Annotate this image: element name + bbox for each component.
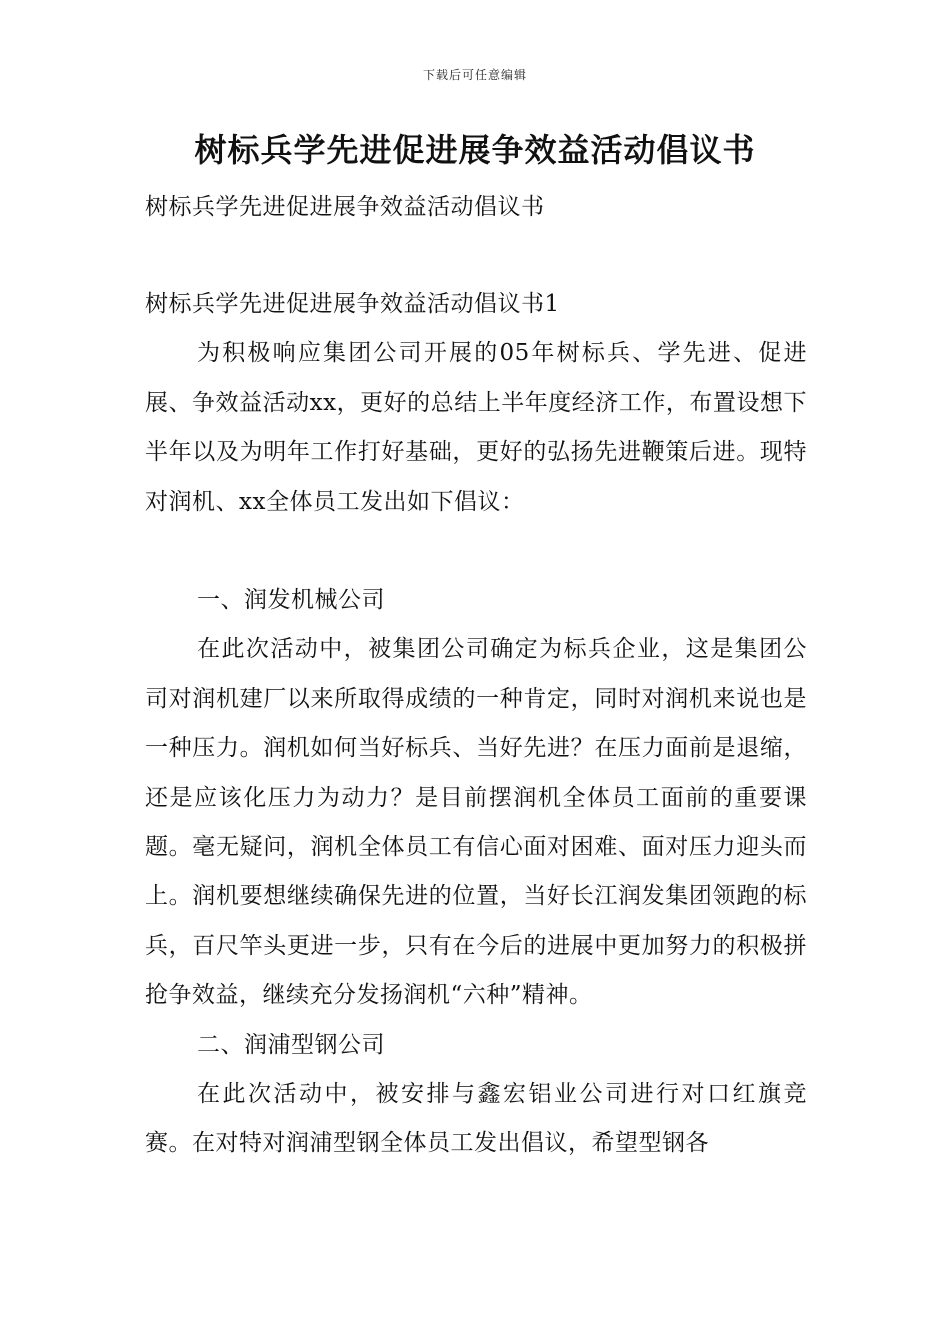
document-subtitle-block (145, 183, 807, 232)
document-body (145, 280, 807, 527)
section-paragraph-1: 在此次活动中，被集团公司确定为标兵企业，这是集团公司对润机建厂以来所取得成绩的一种肯定，同时对润机来说也是一种压力。润机如何当好标兵、当好先进？在压力面前是退缩，还是应该化压力为动力？是目前摆润机全体员工面前的重要课题。毫无疑问，润机全体员工有信心面对困难、面对压力迎头而上。润机要想继续确保先进的位置，当好长江润发集团领跑的标兵，百尺竿头更进一步，只有在今后的进展中更加努力的积极拼抢争效益，继续充分发扬润机“六种”精神。 (145, 636, 807, 1009)
document-title: 树标兵学先进促进展争效益活动倡议书 (194, 131, 756, 169)
header-note: 下载后可任意编辑 (422, 68, 527, 82)
section-heading-1: 一、润发机械公司 (197, 587, 385, 613)
document-subtitle: 树标兵学先进促进展争效益活动倡议书 (145, 194, 545, 220)
section-paragraph-2: 在此次活动中，被安排与鑫宏铝业公司进行对口红旗竞赛。在对特对润浦型钢全体员工发出倡议，希望型钢各 (145, 1081, 807, 1157)
document-body-sections (145, 576, 807, 1169)
intro-paragraph: 为积极响应集团公司开展的05年树标兵、学先进、促进展、争效益活动xx，更好的总结上半年度经济工作，布置设想下半年以及为明年工作打好基础，更好的弘扬先进鞭策后进。现特对润机、xx全体员工发出如下倡议： (145, 340, 807, 515)
section-title: 树标兵学先进促进展争效益活动倡议书1 (145, 291, 560, 317)
section-heading-2: 二、润浦型钢公司 (197, 1031, 385, 1058)
